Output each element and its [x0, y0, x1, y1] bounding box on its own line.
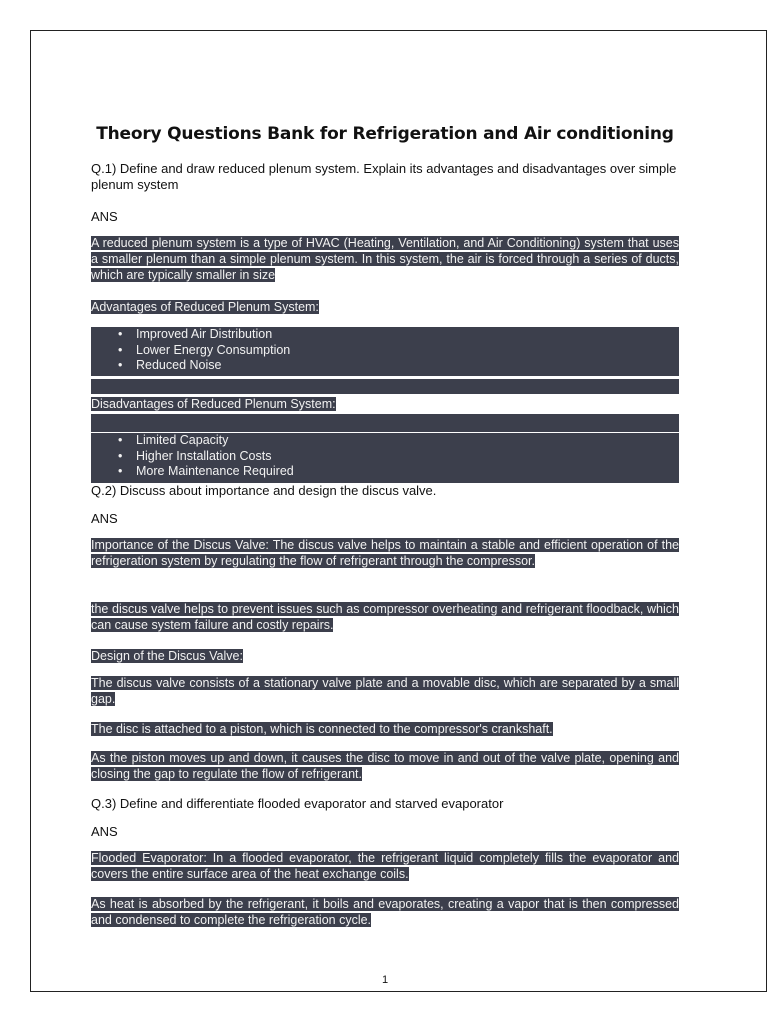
list-item: • Reduced Noise — [136, 358, 679, 374]
question-3: Q.3) Define and differentiate flooded evaporator and starved evaporator — [91, 796, 504, 811]
q1-intro-paragraph: A reduced plenum system is a type of HVAC (Heating, Ventilation, and Air Conditioning) system that uses a smaller plenum than a simple plenum system. In this system, the air is forced through a series of ducts, which are typically smaller in size — [91, 236, 679, 282]
answer-label-3: ANS — [91, 824, 118, 839]
list-item: • More Maintenance Required — [136, 464, 679, 480]
document-page — [30, 30, 767, 992]
blank-highlight-strip — [91, 379, 679, 394]
q1-disadvantages-heading: Disadvantages of Reduced Plenum System: — [91, 397, 336, 411]
question-2: Q.2) Discuss about importance and design the discus valve. — [91, 483, 437, 498]
page-number: 1 — [381, 974, 389, 986]
q1-advantages-heading: Advantages of Reduced Plenum System: — [91, 300, 319, 314]
q2-importance-paragraph: Importance of the Discus Valve: The discus valve helps to maintain a stable and efficient operation of the refrigeration system by regulating the flow of refrigerant through the compressor. — [91, 538, 679, 568]
q3-heat-paragraph: As heat is absorbed by the refrigerant, it boils and evaporates, creating a vapor that is then compressed and condensed to complete the refrigeration cycle. — [91, 897, 679, 927]
q2-design-heading: Design of the Discus Valve: — [91, 649, 243, 663]
q2-design-paragraph-3: As the piston moves up and down, it causes the disc to move in and out of the valve plate, opening and closing the gap to regulate the flow of refrigerant. — [91, 751, 679, 781]
list-item: • Lower Energy Consumption — [136, 343, 679, 359]
q2-design-paragraph-2: The disc is attached to a piston, which is connected to the compressor's crankshaft. — [91, 722, 553, 736]
advantages-list-block — [91, 327, 679, 376]
blank-highlight-strip — [91, 414, 679, 432]
answer-label-1: ANS — [91, 209, 118, 224]
list-item: • Improved Air Distribution — [136, 327, 679, 343]
disadvantages-list — [91, 433, 679, 480]
page-title: Theory Questions Bank for Refrigeration and Air conditioning — [96, 124, 674, 144]
answer-label-2: ANS — [91, 511, 118, 526]
disadvantages-list-block — [91, 433, 679, 483]
advantages-list — [91, 327, 679, 374]
question-1: Q.1) Define and draw reduced plenum system. Explain its advantages and disadvantages over simple plenum system — [91, 161, 677, 192]
q2-design-paragraph-1: The discus valve consists of a stationary valve plate and a movable disc, which are separated by a small gap. — [91, 676, 679, 706]
q3-flooded-paragraph: Flooded Evaporator: In a flooded evaporator, the refrigerant liquid completely fills the evaporator and covers the entire surface area of the heat exchange coils. — [91, 851, 679, 881]
q2-prevent-paragraph: the discus valve helps to prevent issues such as compressor overheating and refrigerant floodback, which can cause system failure and costly repairs. — [91, 602, 679, 632]
list-item: • Higher Installation Costs — [136, 449, 679, 465]
list-item: • Limited Capacity — [136, 433, 679, 449]
